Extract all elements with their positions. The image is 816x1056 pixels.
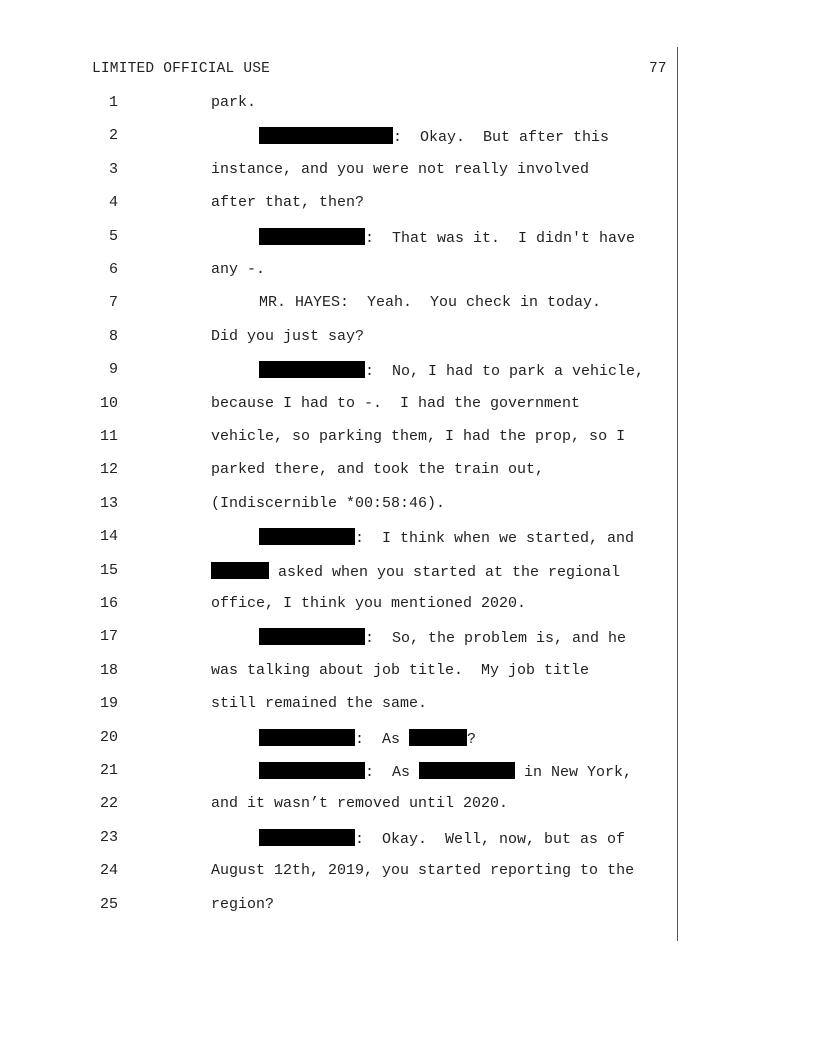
transcript-line [0,495,816,515]
line-number: 1 [108,94,118,111]
line-text [211,695,427,712]
transcript-line [0,328,816,348]
line-text [211,428,625,445]
line-text [259,528,634,547]
line-text [211,495,445,512]
line-number: 2 [108,127,118,145]
transcript-line [0,194,816,214]
line-text-segment: : So, the problem is, and he [365,630,627,648]
line-number: 8 [108,327,118,345]
line-text-segment: because I had to -. I had the government [211,394,581,412]
line-text-segment: August 12th, 2019, you started reporting to the [211,862,635,880]
transcript-line [0,762,816,782]
transcript-line [0,628,816,648]
line-text-segment: instance, and you were not really involved [211,160,590,178]
line-text-segment: : Okay. Well, now, but as of [355,830,626,848]
redaction-block [259,228,365,245]
line-text-segment: in New York, [515,764,633,781]
transcript-line [0,161,816,181]
line-number: 21 [99,762,118,779]
line-number: 13 [99,494,118,512]
line-text-segment: : As [355,730,410,748]
transcript-line [0,829,816,849]
transcript-line [0,595,816,615]
line-text [211,261,265,278]
transcript-line [0,896,816,916]
line-number: 22 [99,795,118,813]
line-text [211,662,589,679]
line-number: 17 [99,628,118,646]
line-text [211,161,589,178]
transcript-line [0,461,816,481]
transcript-line [0,395,816,415]
transcript-line [0,94,816,114]
line-text-segment: : That was it. I didn't have [365,229,636,247]
line-text [211,94,256,111]
redaction-block [259,628,365,645]
line-text [211,562,620,581]
redaction-block [211,562,269,579]
redaction-block [259,528,355,545]
line-text [211,328,364,345]
line-number: 6 [108,261,118,278]
line-text-segment: : I think when we started, and [355,530,635,548]
line-number: 23 [99,828,118,846]
line-text-segment: office, I think you mentioned 2020. [211,595,527,612]
line-text [211,896,274,913]
line-text-segment: : No, I had to park a vehicle, [365,363,645,381]
redaction-block [259,361,365,378]
line-number: 3 [108,160,118,178]
transcript-line [0,361,816,381]
line-text [259,361,644,380]
line-number: 25 [99,895,118,913]
transcript-line [0,261,816,281]
line-text [259,294,601,311]
line-number: 24 [99,862,118,880]
transcript-line [0,695,816,715]
line-text-segment: after that, then? [211,194,365,212]
transcript-line [0,294,816,314]
line-text-segment: (Indiscernible *00:58:46). [211,494,446,512]
line-text [259,228,635,247]
line-text-segment: any -. [211,261,266,278]
transcript-line [0,428,816,448]
line-text [211,461,544,478]
line-number: 16 [99,595,118,612]
page-number: 77 [649,61,667,77]
line-number: 12 [99,461,118,479]
line-number: 14 [99,528,118,546]
line-text-segment: region? [211,895,275,913]
redaction-block [419,762,515,779]
line-text-segment: still remained the same. [211,695,428,713]
transcript-line [0,562,816,582]
transcript-line [0,862,816,882]
classification-header: LIMITED OFFICIAL USE [92,61,271,77]
line-text [211,795,508,812]
line-number: 15 [99,561,118,579]
line-text [259,729,476,748]
line-text-segment: MR. HAYES: Yeah. You check in today. [259,294,602,312]
line-text-segment: vehicle, so parking them, I had the prop, so I [211,428,626,445]
transcript-line [0,528,816,548]
line-text [259,628,626,647]
redaction-block [259,729,355,746]
transcript-line [0,662,816,682]
line-number: 18 [99,661,118,679]
line-number: 7 [108,294,118,312]
line-text [259,829,625,848]
line-number: 11 [99,428,118,445]
line-text-segment: ? [467,730,477,748]
line-number: 19 [99,695,118,713]
line-text-segment: was talking about job title. My job title [211,661,590,679]
line-number: 4 [108,194,118,212]
line-text [211,595,526,612]
line-text-segment: : Okay. But after this [393,129,610,147]
line-text [211,395,580,412]
line-text-segment: parked there, and took the train out, [211,461,545,479]
line-number: 10 [99,394,118,412]
transcript-line [0,127,816,147]
line-text [259,762,632,781]
transcript-line [0,795,816,815]
line-text [211,194,364,211]
transcript-line [0,729,816,749]
line-text [259,127,609,146]
redaction-block [259,829,355,846]
line-text-segment: asked when you started at the regional [269,563,621,581]
line-text-segment: Did you just say? [211,327,365,345]
redaction-block [409,729,467,746]
redaction-block [259,127,393,144]
line-text [211,862,634,879]
line-text-segment: and it wasn’t removed until 2020. [211,795,509,813]
line-number: 9 [108,361,118,379]
transcript-line [0,228,816,248]
line-text-segment: : As [365,764,420,781]
redaction-block [259,762,365,779]
line-number: 20 [99,728,118,746]
line-number: 5 [108,227,118,245]
line-text-segment: park. [211,94,257,111]
